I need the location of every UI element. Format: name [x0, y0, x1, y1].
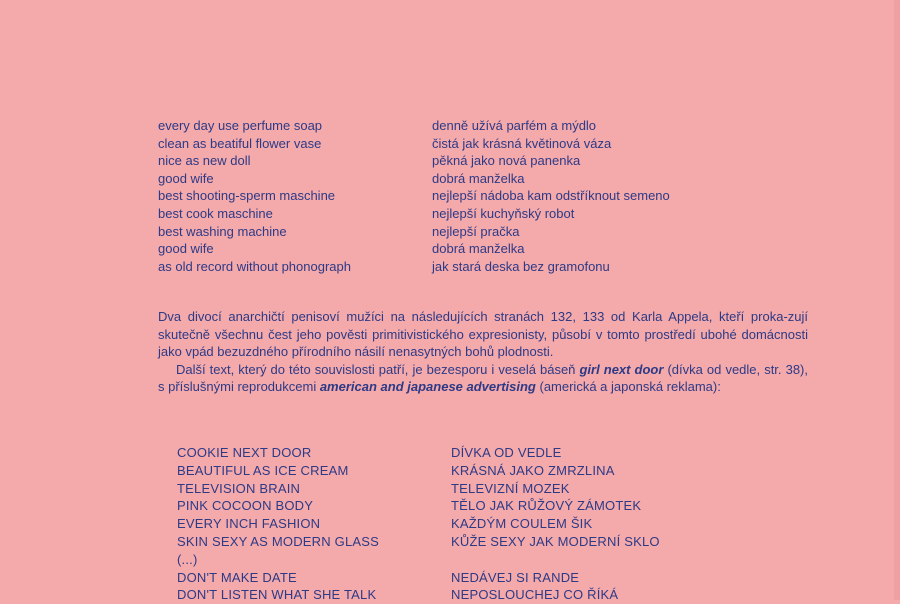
poem-line: nejlepší pračka	[432, 223, 520, 239]
poem-line: KŮŽE SEXY JAK MODERNÍ SKLO	[451, 533, 660, 549]
poem-line: TĚLO JAK RŮŽOVÝ ZÁMOTEK	[451, 498, 642, 514]
poem-line: good wife	[158, 170, 214, 186]
poem-line: good wife	[158, 241, 214, 257]
poem-line: TELEVISION BRAIN	[177, 480, 301, 496]
paragraph-text: Další text, který do této souvislosti patří, je bezesporu i veselá báseň	[176, 361, 580, 377]
poem-line: DÍVKA OD VEDLE	[451, 445, 562, 460]
poem-line: KAŽDÝM COULEM ŠIK	[451, 516, 593, 532]
poem1-czech-column	[432, 117, 772, 275]
poem-line: EVERY INCH FASHION	[177, 516, 321, 532]
paragraph: Dva divocí anarchičtí penisoví mužíci na následujících stranách 132, 133 od Karla Appela, kteří proka-zují skutečně všechnu čest jeho pověsti primitivistického expresionisty, působí v tomto prostředí ubohé domácnosti jako vpád bezuzdného přírodního násilí nenasytných bohů plodnosti.	[158, 309, 808, 360]
poem-line: TELEVIZNÍ MOZEK	[451, 480, 570, 496]
poem-line: DON'T LISTEN WHAT SHE TALK	[177, 587, 377, 603]
poem-line: as old record without phonograph	[158, 258, 351, 274]
poem-line: nejlepší kuchyňský robot	[432, 205, 575, 221]
body-text	[158, 308, 808, 396]
poem-line: DON'T MAKE DATE	[177, 569, 297, 585]
poem-line: jak stará deska bez gramofonu	[432, 258, 610, 274]
poem-line: every day use perfume soap	[158, 118, 323, 133]
emphasized-title: girl next door	[579, 361, 664, 377]
poem-line: SKIN SEXY AS MODERN GLASS	[177, 533, 379, 549]
poem-line: (...)	[177, 551, 198, 567]
poem-line: dobrá manželka	[432, 170, 525, 186]
emphasized-title: american and japanese advertising	[319, 379, 536, 395]
poem-line: COOKIE NEXT DOOR	[177, 445, 312, 460]
poem-line: NEDÁVEJ SI RANDE	[451, 569, 580, 585]
poem-line: denně užívá parfém a mýdlo	[432, 118, 597, 133]
poem-line: čistá jak krásná květinová váza	[432, 135, 612, 151]
paragraph	[158, 361, 808, 396]
poem2-czech-column	[451, 444, 791, 604]
poem-line: NEPOSLOUCHEJ CO ŘÍKÁ	[451, 587, 619, 603]
poem-line: dobrá manželka	[432, 241, 525, 257]
poem-line: best shooting-sperm maschine	[158, 188, 336, 204]
paragraph-text: (dívka od vedle, str. 38), s příslušnými reprodukcemi	[158, 361, 808, 395]
poem2-english-column	[177, 444, 437, 604]
poem-line: KRÁSNÁ JAKO ZMRZLINA	[451, 462, 615, 478]
poem-line: pěkná jako nová panenka	[432, 153, 581, 169]
poem-line: clean as beatiful flower vase	[158, 135, 322, 151]
poem-line	[451, 551, 791, 569]
page-edge	[894, 0, 900, 600]
poem-line: best washing machine	[158, 223, 287, 239]
paragraph-text: (americká a japonská reklama):	[535, 379, 721, 395]
poem-line: nejlepší nádoba kam odstříknout semeno	[432, 188, 670, 204]
poem1-english-column	[158, 117, 418, 275]
poem-line: best cook maschine	[158, 205, 273, 221]
poem-line: nice as new doll	[158, 153, 251, 169]
poem-line: BEAUTIFUL AS ICE CREAM	[177, 462, 349, 478]
poem-line: PINK COCOON BODY	[177, 498, 314, 514]
